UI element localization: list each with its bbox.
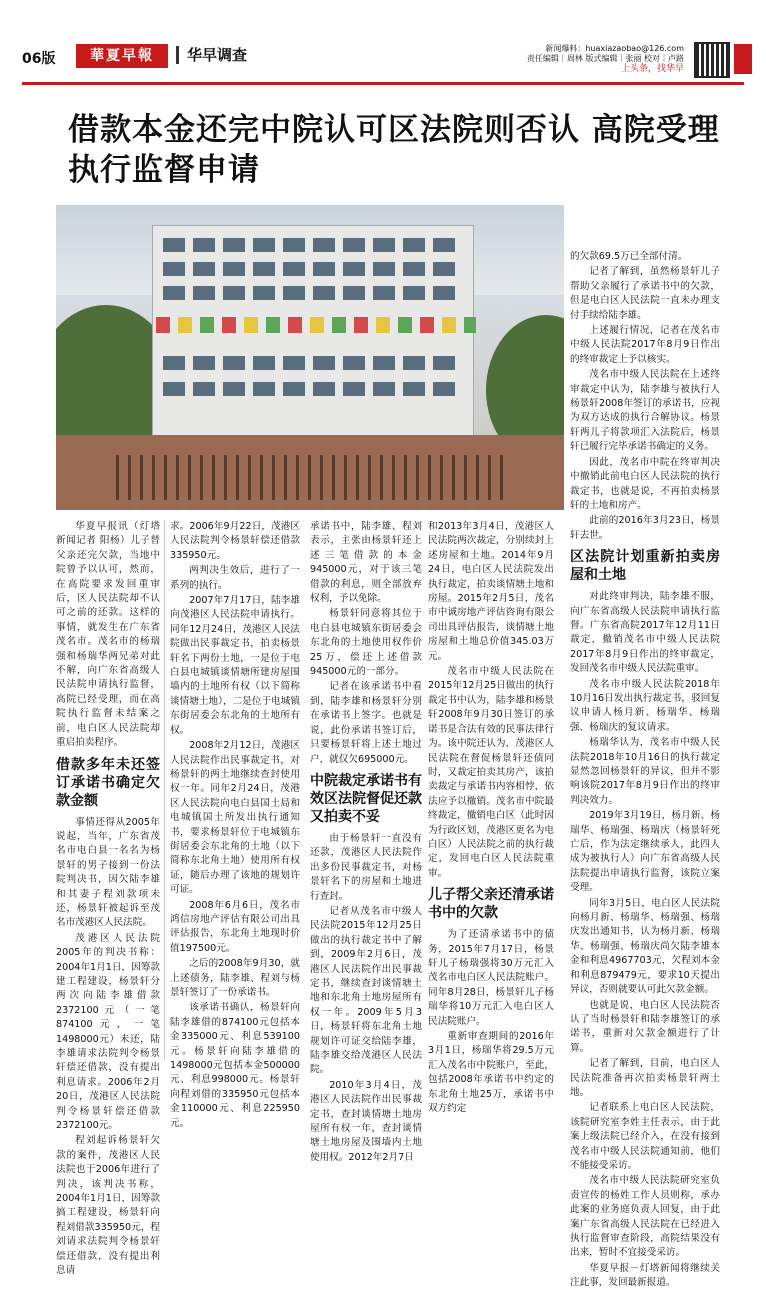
paragraph: 此前的2016年3月23日，杨景轩去世。: [570, 515, 720, 541]
paragraph: 记者了解到，虽然杨景轩儿子帮助父亲履行了承诺书中的欠款，但是电白区人民法院一直未办理支付手续给陆李雄。: [570, 266, 720, 321]
paragraph: 2019年3月19日，杨月新、杨瑞华、杨瑞强、杨瑞庆（杨景轩死亡后，作为法定继续承人，此四人成为被执行人）向广东省高级人民法院提出申请执行监督，该院立案受理。: [570, 810, 720, 894]
photo-windows: [163, 382, 463, 396]
paragraph: 该承诺书确认，杨景轩向陆李雄借的874100元包括本金335000元、利息539100元。杨景轩向陆李雄借的1498000元包括本金500000元、利息998000元。杨景轩向程刘借的335950元包括本金110000元、利息225950元。: [170, 1002, 300, 1129]
paragraph: 由于杨景轩一直没有还款，茂港区人民法院作出多份民事裁定书，对杨景轩名下的房屋和土地进行查封。: [310, 832, 422, 902]
paragraph: 和2013年3月4日，茂港区人民法院两次裁定，分别续封上述房屋和土地。2014年9月24日，电白区人民法院发出执行裁定，拍卖谈情塘土地和房屋。2015年2月5日，茂名市中诚房地产评估咨询有限公司出具评估报告，谈情塘土地房屋和土地总价值345.03万元。: [428, 521, 554, 662]
slogan: 上头条，找华早: [620, 64, 684, 74]
photo-building: [152, 225, 474, 442]
paragraph: 为了还清承诺书中的债务，2015年7月17日，杨景轩儿子杨瑞强将30万元汇入茂名市电白区人民法院账户。同年8月28日，杨景轩儿子杨瑞华将10万元汇入电白区人民法院账户。: [428, 929, 554, 1027]
court-building-photo: [56, 205, 564, 510]
photo-windows: [163, 356, 463, 370]
article-column-5: [570, 250, 720, 1292]
photo-flags: [156, 317, 476, 333]
paragraph: 茂名市中级人民法院研究室负责宣传的杨姓工作人员则称，承办此案的业务庭负责人回复，由于此案广东省高级人民法院在已经进入执行监督审查阶段，高院结果没有出来，暂时不宜接受采访。: [570, 1175, 720, 1259]
subheading: 借款多年未还签订承诺书确定欠款金额: [56, 756, 160, 809]
paragraph: 茂名市中级人民法院在2015年12月25日做出的执行裁定书中认为，陆李雄和杨景轩2008年9月30日签订的承诺书是合法有效的民事法律行为。该中院还认为，茂港区人民法院在督促杨景轩还债同时，又裁定拍卖其房产，该拍卖裁定与承诺书内容相悖，依法应予以撤销。茂名市中院最终裁定，撤销电白区（此时因为行政区划，茂港区更名为电白区）人民法院之前的执行裁定，发回电白区人民法院重审。: [428, 666, 554, 879]
paragraph: 上述履行情况，记者在茂名市中级人民法院2017年8月9日作出的终审裁定上予以核实。: [570, 325, 720, 365]
paragraph: 的欠款69.5万已全部付清。: [570, 251, 688, 262]
paragraph: 因此，茂名市中院在终审判决中撤销此前电白区人民法院的执行裁定书，也就是说，不再拍卖杨景轩的土地和房产。: [570, 456, 720, 511]
photo-gate: [56, 435, 564, 510]
paragraph: 茂名市中级人民法院2018年10月16日发出执行裁定书，驳回复议申请人杨月新、杨瑞华、杨瑞强、杨瑞庆的复议请求。: [570, 678, 720, 733]
subheading: 中院裁定承诺书有效区法院督促还款又拍卖不妥: [310, 772, 422, 825]
paragraph: 承诺书中，陆李雄、程刘表示，主张由杨景轩还上述三笔借款的本金945000元，对于该三笔借款的利息，则全部放弃权利，予以免除。: [310, 521, 422, 605]
photo-windows: [163, 262, 463, 276]
paragraph: 记者联系上电白区人民法院，该院研究室李姓主任表示，由于此案上级法院已经介入，在没有接到茂名市中级人民法院通知前，他们不能接受采访。: [570, 1102, 720, 1171]
paragraph: 华夏早报讯（灯塔新闻记者 阳杨）儿子替父亲还完欠款，当地中院曾予以认可，然而，在高院要求发回重审后，区人民法院却不认可之前的还款。这样的事情，就发生在广东省茂名市。茂名市的杨瑞强和杨瑞华两兄弟对此不解，向广东省高级人民法院申请执行监督，高院已经受理，而在高院执行监督未结案之前，电白区人民法院却重启拍卖程序。: [56, 521, 160, 749]
mascot-icon: [734, 44, 752, 74]
paragraph: 两判决生效后，进行了一系列的执行。: [170, 565, 300, 591]
column-divider: [164, 520, 165, 1060]
paragraph: 杨瑞华认为，茂名市中级人民法院2018年10月16日的执行裁定显然忽回杨景轩的异议，但并不影响该院2017年8月9日作出的终审判决效力。: [570, 737, 720, 806]
paragraph: 2008年2月12日，茂港区人民法院作出民事裁定书，对杨景轩的两土地继续查封使用权一年。同年2月24日，茂港区人民法院向电白县国土局和电城镇国土所发出执行通知书，要求杨景轩位于电城镇东街居委会东北角的土地（以下简称东北角土地）使用所有权证，随后办理了该地的规划许可证。: [170, 740, 300, 896]
hotline-info: [527, 44, 684, 74]
paragraph: 茂港区人民法院2005年的判决书称：2004年1月1日，因筹款建工程建设，杨景轩分两次向陆李雄借款2372100元（一笔874100元，一笔1498000元）未还，陆李雄请求法院判令杨景轩偿还借款，没有提出利息请求。2006年2月20日，茂港区人民法院判令杨景轩偿还借款2372100元。: [56, 932, 160, 1132]
paragraph: 求。2006年9月22日，茂港区人民法院判令杨景轩偿还借款335950元。: [170, 521, 300, 561]
editor-credits: 责任编辑｜周林 版式编辑｜张丽 校对｜卢路: [526, 54, 684, 63]
paragraph: 重新审查期间的2016年3月1日，杨瑞华将29.5万元汇入茂名市中院账户，至此，包括2008年承诺书中约定的东北角土地25万，承诺书中双方约定: [428, 1031, 554, 1115]
masthead: [22, 38, 744, 78]
paragraph: 2007年7月17日，陆李雄向茂港区人民法院申请执行。同年12月24日，茂港区人民法院做出民事裁定书，拍卖杨景轩名下两份土地，一是位于电白县电城镇谈情塘所建房屋围墙内的土地所有权（以下简称谈情塘土地），二是位于电城镇东街居委会东北角的土地所有权。: [170, 595, 300, 736]
paragraph: 茂名市中级人民法院在上述终审裁定中认为，陆李雄与被执行人杨景轩2008年签订的承诺书，应视为双方达成的执行合解协议。杨景轩两儿子将款项汇入法院后，杨景轩已履行完毕承诺书确定的义务。: [570, 369, 720, 453]
subheading: 区法院计划重新拍卖房屋和土地: [570, 549, 720, 584]
photo-windows: [163, 238, 463, 252]
paragraph: 也就是说，电白区人民法院否认了当时杨景轩和陆李雄签订的承诺书，重新对欠款金额进行了计算。: [570, 999, 720, 1054]
article-column-1: [56, 520, 160, 1280]
headline: 借款本金还完中院认可区法院则否认 高院受理执行监督申请: [68, 112, 720, 188]
paragraph: 之后的2008年9月30，就上述债务，陆李雄、程刘与杨景轩签订了一份承诺书。: [170, 958, 300, 998]
paragraph: 程刘起诉杨景轩欠款的案件，茂港区人民法院也于2006年进行了判决，该判决书称，2004年1月1日，因筹款搞工程建设，杨景轩向程刘借款335950元，程刘请求法院判令杨景轩偿还借款，没有提出利息请: [56, 1135, 160, 1277]
subheading: 儿子帮父亲还清承诺书中的欠款: [428, 887, 554, 922]
hotline-email: 新闻爆料：huaxiazaobao@126.com: [545, 44, 684, 53]
paragraph: 记者在该承诺书中看到，陆李雄和杨景轩分别在承诺书上签字。也就是说，此份承诺书签订后，只要杨景轩将上述土地过户，就仅欠695000元。: [310, 681, 422, 765]
paragraph: 同年3月5日，电白区人民法院向杨月新、杨瑞华、杨瑞强、杨瑞庆发出通知书，认为杨月新、杨瑞华、杨瑞强、杨瑞庆尚欠陆李雄本金和利息4967703元，欠程刘本金和利息879479元，要求10天提出异议，否则就要认可此欠款金额。: [570, 897, 720, 996]
paragraph: 记者了解到，目前，电白区人民法院准备再次拍卖杨景轩两土地。: [570, 1058, 720, 1098]
page-number: 06版: [22, 51, 56, 67]
photo-gate-bars: [116, 455, 506, 500]
paragraph: 华夏早报－灯塔新闻将继续关注此事，发回最新报道。: [570, 1262, 720, 1289]
paragraph: 记者从茂名市中级人民法院2015年12月25日做出的执行裁定书中了解到，2009年2月6日，茂港区人民法院作出民事裁定书，继续查封谈情塘土地和东北角土地房屋所有权一年。2009年5月3日，杨景轩将东北角土地规划许可证交给陆李雄，陆李雄交给茂港区人民法院。: [310, 905, 422, 1076]
article-column-2: [170, 520, 300, 1132]
paragraph: 2010年3月4日，茂港区人民法院作出民事裁定书，查封谈情塘土地房屋所有权一年，查封谈情塘土地房屋及围墙内土地使用权。2012年2月7日: [310, 1079, 422, 1163]
qr-code-icon: [694, 42, 730, 78]
paragraph: 对此终审判决，陆李雄不服，向广东省高级人民法院申请执行监督。广东省高院2017年12月11日裁定，撤销茂名市中级人民法院2017年8月9日作出的终审裁定，发回茂名市中级人民法院重审。: [570, 591, 720, 675]
newspaper-logo: 華夏早報: [76, 44, 168, 68]
photo-windows: [163, 286, 463, 300]
section-name: 华早调查: [176, 46, 247, 64]
header-rule: [22, 82, 744, 85]
paragraph: 2008年6月6日，茂名市鸿信房地产评估有限公司出具评估报告，东北角土地现时价值197500元。: [170, 899, 300, 954]
article-column-3: [310, 520, 422, 1166]
paragraph: 事情还得从2005年说起，当年，广东省茂名市电白县一名名为杨景轩的男子接到一份法院判决书，因欠陆李雄和其妻子程刘款项未还，杨景轩被起诉至茂名市茂港区人民法院。: [56, 816, 160, 929]
paragraph: 杨景轩同意将其位于电白县电城镇东街居委会东北角的土地使用权作价25万，偿还上述借款945000元的一部分。: [310, 608, 422, 678]
article-column-4: [428, 520, 554, 1117]
